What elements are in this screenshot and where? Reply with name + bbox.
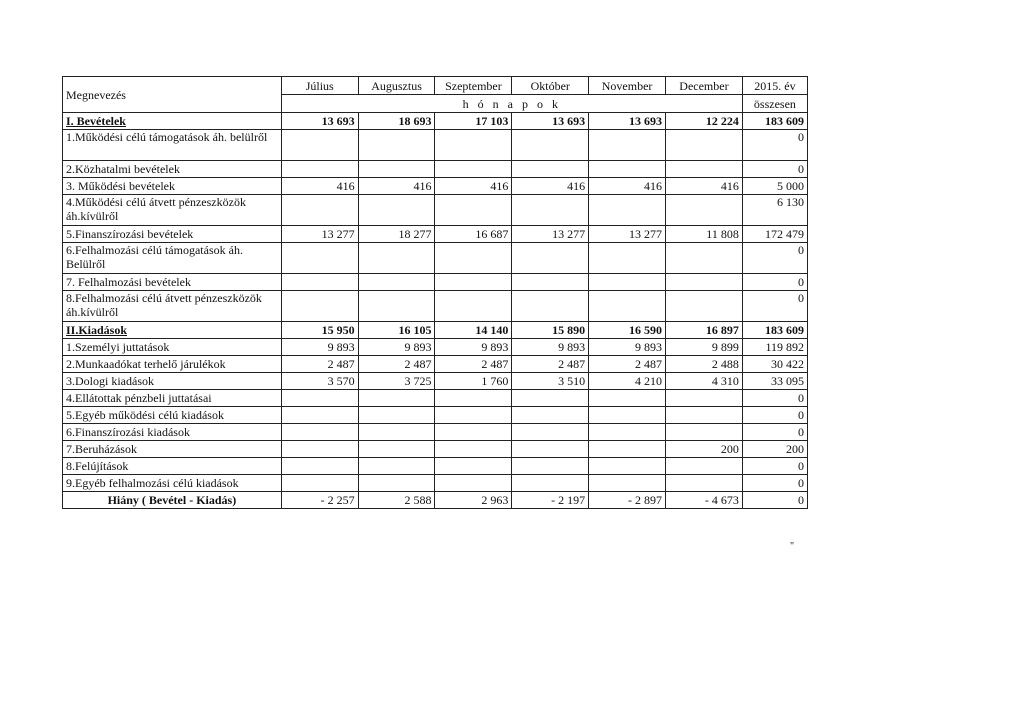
table-row: [63, 339, 808, 356]
row-label: 8.Felhalmozási célú átvett pénzeszközök áh.kívülről: [63, 291, 282, 322]
row-label: Hiány ( Bevétel - Kiadás): [63, 492, 282, 509]
row-label: 4.Működési célú átvett pénzeszközök áh.kívülről: [63, 195, 282, 226]
row-month-cell: [512, 441, 589, 458]
row-month-cell: [666, 475, 743, 492]
row-month-cell: [281, 441, 358, 458]
row-month-cell: [589, 161, 666, 178]
row-month-cell: 9 893: [512, 339, 589, 356]
row-total-cell: 0: [742, 291, 807, 322]
row-month-cell: 13 277: [589, 226, 666, 243]
row-month-cell: [435, 161, 512, 178]
row-month-cell: [435, 291, 512, 322]
row-month-cell: 2 487: [358, 356, 435, 373]
row-label: I. Bevételek: [63, 113, 282, 130]
budget-table-sheet: [62, 76, 808, 509]
table-row: [63, 492, 808, 509]
row-month-cell: 2 487: [435, 356, 512, 373]
row-month-cell: [589, 130, 666, 161]
row-month-cell: [666, 424, 743, 441]
row-month-cell: [666, 458, 743, 475]
row-month-cell: 3 570: [281, 373, 358, 390]
row-total-cell: 0: [742, 243, 807, 274]
row-month-cell: [281, 291, 358, 322]
row-month-cell: [512, 243, 589, 274]
row-month-cell: [281, 243, 358, 274]
row-month-cell: 416: [666, 178, 743, 195]
row-month-cell: 2 487: [589, 356, 666, 373]
row-month-cell: [589, 458, 666, 475]
row-month-cell: 3 725: [358, 373, 435, 390]
row-label: 4.Ellátottak pénzbeli juttatásai: [63, 390, 282, 407]
row-month-cell: [666, 243, 743, 274]
row-month-cell: [281, 130, 358, 161]
row-month-cell: [589, 291, 666, 322]
row-month-cell: 13 277: [512, 226, 589, 243]
row-month-cell: [666, 274, 743, 291]
row-month-cell: - 2 197: [512, 492, 589, 509]
row-month-cell: 1 760: [435, 373, 512, 390]
row-month-cell: 4 310: [666, 373, 743, 390]
table-row: [63, 130, 808, 161]
row-month-cell: 9 899: [666, 339, 743, 356]
row-month-cell: [589, 243, 666, 274]
row-month-cell: 17 103: [435, 113, 512, 130]
row-month-cell: [435, 195, 512, 226]
row-month-cell: [358, 243, 435, 274]
row-month-cell: [281, 161, 358, 178]
row-month-cell: 13 693: [589, 113, 666, 130]
row-month-cell: 416: [281, 178, 358, 195]
row-month-cell: [281, 407, 358, 424]
row-month-cell: 13 277: [281, 226, 358, 243]
row-label: 1.Működési célú támogatások áh. belülről: [63, 130, 282, 161]
row-month-cell: [589, 407, 666, 424]
table-row: [63, 373, 808, 390]
row-month-cell: 14 140: [435, 322, 512, 339]
row-month-cell: - 4 673: [666, 492, 743, 509]
row-month-cell: [589, 441, 666, 458]
row-total-cell: 0: [742, 407, 807, 424]
row-month-cell: [281, 274, 358, 291]
row-month-cell: [512, 161, 589, 178]
header-total-label: összesen: [742, 95, 807, 113]
row-label: 6.Felhalmozási célú támogatások áh. Belülről: [63, 243, 282, 274]
row-month-cell: [512, 407, 589, 424]
row-month-cell: [589, 390, 666, 407]
row-label: 1.Személyi juttatások: [63, 339, 282, 356]
row-month-cell: 416: [589, 178, 666, 195]
footnote-mark: ": [790, 541, 795, 552]
row-label: II.Kiadások: [63, 322, 282, 339]
row-month-cell: [435, 424, 512, 441]
header-month-october: Október: [512, 77, 589, 95]
row-month-cell: 9 893: [281, 339, 358, 356]
row-month-cell: 16 687: [435, 226, 512, 243]
row-total-cell: 30 422: [742, 356, 807, 373]
header-month-july: Július: [281, 77, 358, 95]
row-month-cell: 2 588: [358, 492, 435, 509]
row-month-cell: - 2 897: [589, 492, 666, 509]
row-month-cell: 15 950: [281, 322, 358, 339]
row-total-cell: 172 479: [742, 226, 807, 243]
row-month-cell: 2 487: [281, 356, 358, 373]
row-month-cell: 16 590: [589, 322, 666, 339]
header-name-column: Megnevezés: [63, 77, 282, 113]
row-month-cell: 12 224: [666, 113, 743, 130]
row-month-cell: [281, 458, 358, 475]
row-month-cell: 15 890: [512, 322, 589, 339]
row-month-cell: [435, 407, 512, 424]
header-total-year: 2015. év: [742, 77, 807, 95]
table-row: [63, 113, 808, 130]
row-total-cell: 0: [742, 458, 807, 475]
row-label: 6.Finanszírozási kiadások: [63, 424, 282, 441]
table-row: [63, 424, 808, 441]
row-month-cell: [666, 390, 743, 407]
row-month-cell: [358, 161, 435, 178]
row-label: 3.Dologi kiadások: [63, 373, 282, 390]
table-row: [63, 458, 808, 475]
row-month-cell: [589, 274, 666, 291]
table-row: [63, 291, 808, 322]
row-total-cell: 0: [742, 390, 807, 407]
row-label: 7.Beruházások: [63, 441, 282, 458]
table-row: [63, 178, 808, 195]
header-month-august: Augusztus: [358, 77, 435, 95]
row-month-cell: 13 693: [281, 113, 358, 130]
row-month-cell: [358, 390, 435, 407]
row-total-cell: 33 095: [742, 373, 807, 390]
row-month-cell: 3 510: [512, 373, 589, 390]
row-month-cell: [358, 475, 435, 492]
row-month-cell: 16 897: [666, 322, 743, 339]
row-month-cell: [281, 475, 358, 492]
row-month-cell: - 2 257: [281, 492, 358, 509]
table-row: [63, 356, 808, 373]
row-month-cell: [666, 130, 743, 161]
row-total-cell: 183 609: [742, 113, 807, 130]
table-row: [63, 390, 808, 407]
table-row: [63, 475, 808, 492]
row-total-cell: 200: [742, 441, 807, 458]
row-label: 7. Felhalmozási bevételek: [63, 274, 282, 291]
row-total-cell: 0: [742, 475, 807, 492]
row-month-cell: 18 693: [358, 113, 435, 130]
row-month-cell: [435, 274, 512, 291]
row-month-cell: [435, 243, 512, 274]
row-month-cell: 200: [666, 441, 743, 458]
table-row: [63, 322, 808, 339]
row-month-cell: [589, 475, 666, 492]
row-total-cell: 0: [742, 130, 807, 161]
row-month-cell: [666, 407, 743, 424]
row-month-cell: [512, 424, 589, 441]
row-month-cell: [281, 424, 358, 441]
row-total-cell: 0: [742, 492, 807, 509]
row-month-cell: 11 808: [666, 226, 743, 243]
budget-table: [62, 76, 808, 509]
row-month-cell: [666, 291, 743, 322]
row-month-cell: 2 487: [512, 356, 589, 373]
table-row: [63, 226, 808, 243]
row-month-cell: 416: [512, 178, 589, 195]
row-month-cell: [358, 130, 435, 161]
row-label: 9.Egyéb felhalmozási célú kiadások: [63, 475, 282, 492]
row-total-cell: 0: [742, 424, 807, 441]
row-label: 5.Egyéb működési célú kiadások: [63, 407, 282, 424]
table-row: [63, 161, 808, 178]
row-month-cell: 9 893: [435, 339, 512, 356]
header-month-november: November: [589, 77, 666, 95]
row-month-cell: 18 277: [358, 226, 435, 243]
row-month-cell: 4 210: [589, 373, 666, 390]
table-row: [63, 243, 808, 274]
row-month-cell: [435, 475, 512, 492]
row-month-cell: 16 105: [358, 322, 435, 339]
row-month-cell: [435, 458, 512, 475]
row-month-cell: [666, 195, 743, 226]
row-label: 5.Finanszírozási bevételek: [63, 226, 282, 243]
row-month-cell: [512, 130, 589, 161]
row-total-cell: 0: [742, 274, 807, 291]
header-month-september: Szeptember: [435, 77, 512, 95]
row-month-cell: 13 693: [512, 113, 589, 130]
row-month-cell: 416: [435, 178, 512, 195]
row-month-cell: 2 488: [666, 356, 743, 373]
table-row: [63, 441, 808, 458]
row-label: 2.Közhatalmi bevételek: [63, 161, 282, 178]
row-month-cell: [435, 441, 512, 458]
row-total-cell: 5 000: [742, 178, 807, 195]
row-month-cell: [512, 274, 589, 291]
row-month-cell: [358, 458, 435, 475]
row-label: 2.Munkaadókat terhelő járulékok: [63, 356, 282, 373]
row-month-cell: [358, 424, 435, 441]
header-month-december: December: [666, 77, 743, 95]
row-total-cell: 6 130: [742, 195, 807, 226]
row-month-cell: [589, 195, 666, 226]
table-row: [63, 274, 808, 291]
row-month-cell: [281, 390, 358, 407]
row-month-cell: 416: [358, 178, 435, 195]
row-month-cell: [358, 441, 435, 458]
row-label: 3. Működési bevételek: [63, 178, 282, 195]
row-month-cell: [512, 195, 589, 226]
budget-table-body: [63, 113, 808, 509]
row-month-cell: 9 893: [358, 339, 435, 356]
row-month-cell: [358, 274, 435, 291]
row-month-cell: [281, 195, 358, 226]
row-month-cell: [435, 390, 512, 407]
row-total-cell: 183 609: [742, 322, 807, 339]
row-total-cell: 119 892: [742, 339, 807, 356]
row-month-cell: 2 963: [435, 492, 512, 509]
row-month-cell: [435, 130, 512, 161]
row-month-cell: 9 893: [589, 339, 666, 356]
table-row: [63, 195, 808, 226]
row-total-cell: 0: [742, 161, 807, 178]
row-month-cell: [512, 458, 589, 475]
header-months-subheader: h ó n a p o k: [281, 95, 742, 113]
row-month-cell: [512, 390, 589, 407]
table-row: [63, 407, 808, 424]
row-month-cell: [358, 291, 435, 322]
row-label: 8.Felújítások: [63, 458, 282, 475]
row-month-cell: [512, 475, 589, 492]
row-month-cell: [358, 195, 435, 226]
row-month-cell: [358, 407, 435, 424]
row-month-cell: [666, 161, 743, 178]
row-month-cell: [512, 291, 589, 322]
row-month-cell: [589, 424, 666, 441]
